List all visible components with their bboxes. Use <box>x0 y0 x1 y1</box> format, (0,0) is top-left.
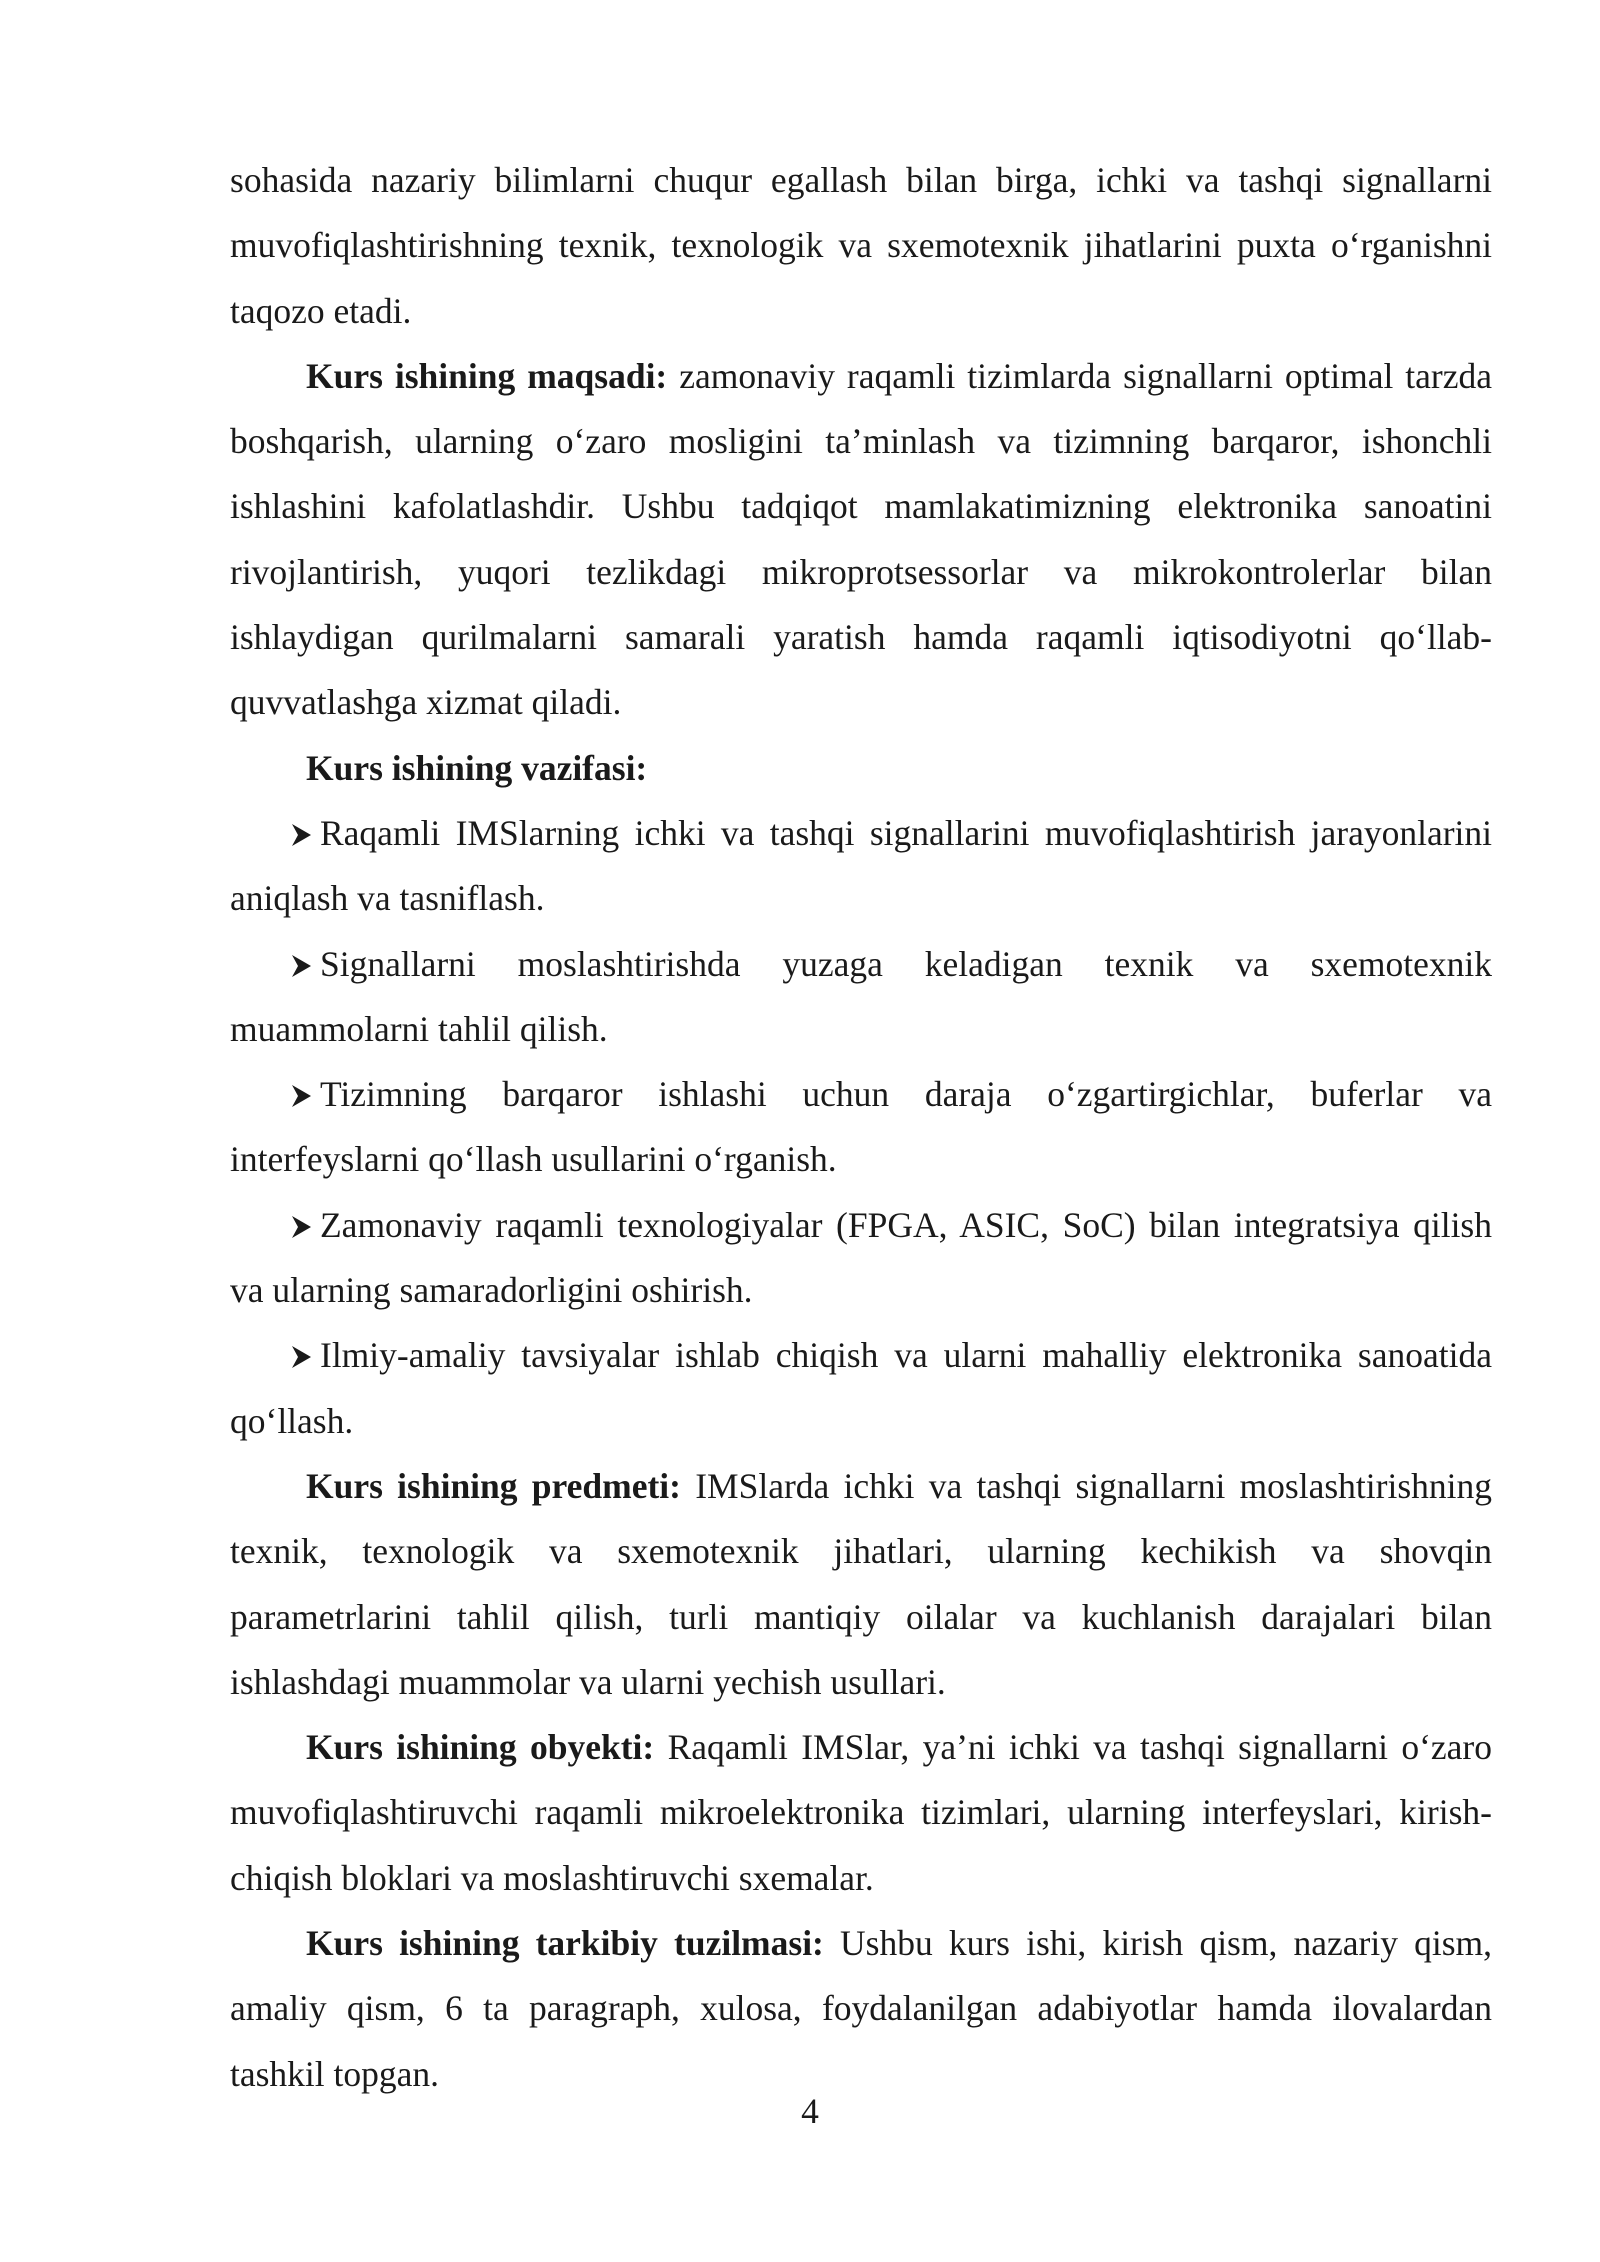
vazifa-item-text: Raqamli IMSlarning ichki va tashqi signallarini muvofiqlashtirish jarayonlarini aniqlash va tasniflash. <box>230 812 1492 919</box>
intro-paragraph <box>230 148 1492 344</box>
vazifa-list-item <box>230 801 1492 932</box>
arrowhead-bullet-icon <box>289 1193 320 1258</box>
page-number: 4 <box>801 2091 819 2131</box>
maqsad-text: zamonaviy raqamli tizimlarda signallarni optimal tarzda boshqarish, ularning o‘zaro mosligini ta’minlash va tizimning barqaror, ishonchli ishlashini kafolatlashdir. Ushbu tadqiqot mamlakatimizning elektronika sanoatini rivojlantirish, yuqori tezlikdagi mikroprotsessorlar va mikrokontrolerlar bilan ishlaydigan qurilmalarni samarali yaratish hamda raqamli iqtisodiyotni qo‘llab-quvvatlashga xizmat qiladi. <box>230 355 1493 723</box>
vazifa-item-text: Ilmiy-amaliy tavsiyalar ishlab chiqish va ularni mahalliy elektronika sanoatida qo‘llash. <box>230 1335 1492 1441</box>
predmet-label: Kurs ishining predmeti: <box>306 1465 681 1506</box>
obyekt-text: Raqamli IMSlar, ya’ni ichki va tashqi signallarni o‘zaro muvofiqlashtiruvchi raqamli mikroelektronika tizimlari, ularning interfeyslari, kirish-chiqish bloklari va moslashtiruvchi sxemalar. <box>230 1727 1492 1898</box>
predmet-text: IMSlarda ichki va tashqi signallarni moslashtirishning texnik, texnologik va sxemotexnik jihatlari, ularning kechikish va shovqin parametrlarini tahlil qilish, turli mantiqiy oilalar va kuchlanish darajalari bilan ishlashdagi muammolar va ularni yechish usullari. <box>230 1465 1492 1702</box>
vazifa-list-item <box>230 1323 1492 1454</box>
arrowhead-bullet-icon <box>289 1323 320 1388</box>
vazifa-label: Kurs ishining vazifasi: <box>306 747 648 788</box>
vazifa-item-text: Tizimning barqaror ishlashi uchun daraja o‘zgartirgichlar, buferlar va interfeyslarni qo‘llash usullarini o‘rganish. <box>230 1074 1492 1180</box>
maqsad-label: Kurs ishining maqsadi: <box>306 355 668 396</box>
arrowhead-bullet-icon <box>289 1062 320 1127</box>
obyekt-label: Kurs ishining obyekti: <box>306 1727 655 1768</box>
document-page <box>230 148 1492 2107</box>
vazifa-list-item <box>230 1062 1492 1193</box>
tuzilma-text: Ushbu kurs ishi, kirish qism, nazariy qism, amaliy qism, 6 ta paragraph, xulosa, foydalanilgan adabiyotlar hamda ilovalardan tashkil topgan. <box>230 1923 1492 2094</box>
vazifa-list-item <box>230 1193 1492 1324</box>
vazifa-item-text: Signallarni moslashtirishda yuzaga keladigan texnik va sxemotexnik muammolarni tahlil qilish. <box>230 943 1492 1049</box>
maqsad-paragraph <box>230 344 1492 736</box>
tuzilma-label: Kurs ishining tarkibiy tuzilmasi: <box>306 1923 824 1964</box>
vazifa-item-text: Zamonaviy raqamli texnologiyalar (FPGA, ASIC, SoC) bilan integratsiya qilish va ularning samaradorligini oshirish. <box>230 1204 1492 1311</box>
tuzilma-paragraph <box>230 1911 1492 2107</box>
vazifa-list-item <box>230 932 1492 1063</box>
arrowhead-bullet-icon <box>289 932 320 997</box>
predmet-paragraph <box>230 1454 1492 1715</box>
obyekt-paragraph <box>230 1715 1492 1911</box>
vazifa-heading <box>230 736 1492 801</box>
arrowhead-bullet-icon <box>289 801 320 866</box>
intro-text: sohasida nazariy bilimlarni chuqur egallash bilan birga, ichki va tashqi signallarni muvofiqlashtirishning texnik, texnologik va sxemotexnik jihatlarini puxta o‘rganishni taqozo etadi. <box>230 160 1492 331</box>
